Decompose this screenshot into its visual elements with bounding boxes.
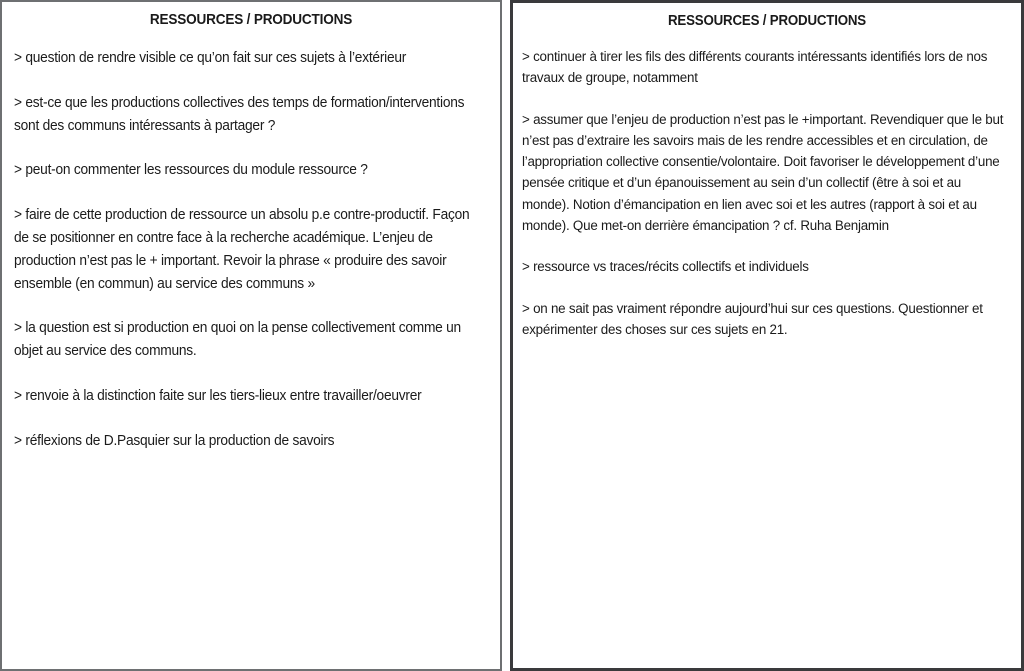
column-right-header: RESSOURCES / PRODUCTIONS [668,13,866,29]
column-left-bullet-list [14,47,488,453]
list-item: > continuer à tirer les fils des différents courants intéressants identifiés lors de nos travaux de groupe, notamment [522,48,988,86]
list-item: > question de rendre visible ce qu’on fait sur ces sujets à l’extérieur [14,50,407,66]
list-item: > renvoie à la distinction faite sur les tiers-lieux entre travailler/oeuvrer [14,387,422,404]
column-right-bullet-list [522,46,1012,340]
column-left-content [2,2,500,453]
table-column-right [510,0,1024,671]
list-item: > faire de cette production de ressource un absolu p.e contre-productif. Façon de se positionner en contre face à la recherche académique. L’enjeu de production n’est pas le + important. Revoir la phrase « produire des savoir ensemble (en commun) au service des communs » [14,207,470,292]
list-item: > ressource vs traces/récits collectifs et individuels [522,258,809,275]
list-item: > peut-on commenter les ressources du module ressource ? [14,162,368,179]
column-left-header: RESSOURCES / PRODUCTIONS [149,12,353,28]
table-column-left [0,0,502,671]
list-item: > est-ce que les productions collectives des temps de formation/interventions sont des communs intéressants à partager ? [14,94,465,134]
list-item: > la question est si production en quoi on la pense collectivement comme un objet au service des communs. [14,320,461,360]
column-right-content [513,3,1021,340]
list-item: > réflexions de D.Pasquier sur la production de savoirs [14,432,335,449]
list-item: > on ne sait pas vraiment répondre aujourd’hui sur ces questions. Questionner et expérimenter des choses sur ces sujets en 21. [522,299,983,337]
list-item: > assumer que l’enjeu de production n’est pas le +important. Revendiquer que le but n’est pas d’extraire les savoirs mais de les rendre accessibles et en circulation, de l’appropriation collective consentie/volontaire. Doit favoriser le développement d’une pensée critique et d’un épanouissement au sein d’un collectif (être à soi et au monde). Notion d’émancipation en lien avec soi et les autres (rapport à soi et au monde). Que met-on derrière émancipation ? cf. Ruha Benjamin [522,110,1004,234]
